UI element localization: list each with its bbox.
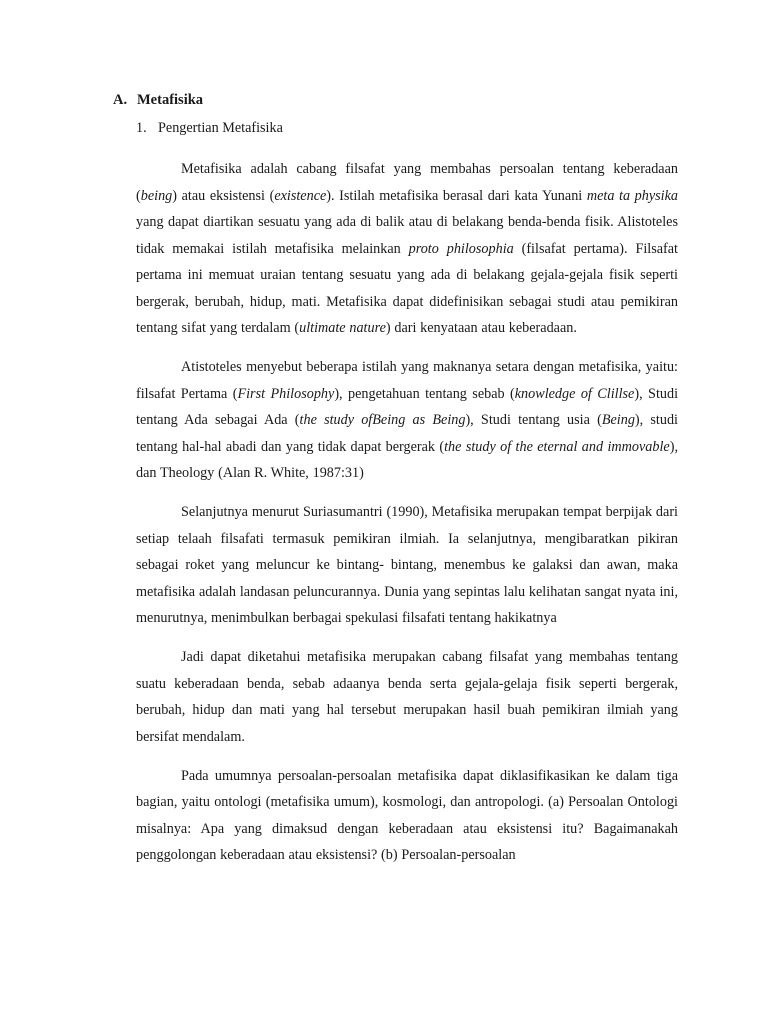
text-run: ). Istilah metafisika berasal dari kata Yunani bbox=[326, 187, 587, 204]
text-run: Pada umumnya persoalan-persoalan metafisika dapat diklasifikasikan ke dalam tiga bagian, yaitu ontologi (metafisika umum), kosmologi, dan antropologi. (a) Persoalan Ontologi misalnya: Apa yang dimaksud dengan keberadaan atau eksistensi itu? Bagaimanakah penggolongan keberadaan atau eksistensi? (b) Persoalan-persoalan bbox=[136, 767, 678, 863]
text-run: Jadi dapat diketahui metafisika merupakan cabang filsafat yang membahas tentang suatu keberadaan benda, sebab adaanya benda serta gejala-gelaja fisik seperti bergerak, berubah, hidup dan mati yang hal tersebut merupakan hasil buah pemikiran ilmiah yang bersifat mendalam. bbox=[136, 649, 678, 745]
text-run: Metafisika adalah cabang filsafat yang membahas persoalan tentang keberadaan ( bbox=[136, 161, 678, 204]
italic-term: Being bbox=[601, 412, 635, 428]
italic-term: ultimate nature bbox=[299, 320, 386, 336]
section-title: Metafisika bbox=[137, 92, 204, 108]
subsection-heading bbox=[136, 120, 283, 137]
italic-term: proto philosophia bbox=[408, 240, 514, 257]
text-run: yang dapat diartikan sesuatu yang ada di balik atau di belakang benda-benda fisik. Alistoteles tidak memakai istilah metafisika melainkan bbox=[136, 214, 678, 257]
text-run: ), studi tentang hal-hal abadi dan yang tidak dapat bergerak ( bbox=[136, 412, 678, 455]
text-run: Selanjutnya menurut Suriasumantri (1990), Metafisika merupakan tempat berpijak dari setiap telaah filsafati termasuk pemikiran ilmiah. Ia selanjutnya, mengibaratkan pikiran sebagai roket yang meluncur ke bintang- bintang, menembus ke galaksi dan awan, maka metafisika adalah landasan peluncurannya. Dunia yang sepintas lalu kelihatan sangat nyata ini, menurutnya, menimbulkan berbagai spekulasi filsafati tentang hakikatnya bbox=[136, 504, 678, 626]
paragraph bbox=[136, 156, 678, 342]
text-run: ), dan Theology (Alan R. White, 1987:31) bbox=[136, 438, 678, 481]
paragraph bbox=[136, 499, 678, 632]
text-run: (filsafat pertama). Filsafat pertama ini memuat uraian tentang sesuatu yang ada di belakang gejala-gejala fisik seperti bergerak, berubah, hidup, mati. Metafisika dapat didefinisikan sebagai studi atau pemikiran tentang sifat yang terdalam ( bbox=[136, 240, 678, 336]
italic-term: the study of the eternal and immovable bbox=[444, 438, 670, 455]
subsection-number: 1. bbox=[136, 120, 147, 136]
italic-term: meta ta physika bbox=[586, 187, 678, 204]
italic-term: existence bbox=[274, 187, 327, 204]
text-run: ) dari kenyataan atau keberadaan. bbox=[385, 320, 577, 336]
paragraph bbox=[136, 763, 678, 869]
italic-term: the study ofBeing as Being bbox=[299, 412, 466, 428]
italic-term: being bbox=[140, 187, 173, 204]
section-heading bbox=[113, 92, 203, 109]
text-run: Atistoteles menyebut beberapa istilah yang maknanya setara dengan metafisika, yaitu: filsafat Pertama ( bbox=[136, 359, 678, 402]
section-marker: A. bbox=[113, 92, 128, 108]
text-run: ), Studi tentang usia ( bbox=[465, 412, 602, 428]
text-run: ), pengetahuan tentang sebab ( bbox=[334, 385, 515, 402]
subsection-title: Pengertian Metafisika bbox=[158, 120, 283, 136]
italic-term: knowledge of Clillse bbox=[514, 385, 635, 402]
italic-term: First Philosophy bbox=[237, 385, 335, 402]
text-run: ) atau eksistensi ( bbox=[172, 187, 275, 204]
text-run: ), Studi tentang Ada sebagai Ada ( bbox=[136, 385, 679, 428]
paragraph bbox=[136, 644, 678, 750]
body-text bbox=[136, 156, 678, 881]
paragraph bbox=[136, 354, 678, 487]
